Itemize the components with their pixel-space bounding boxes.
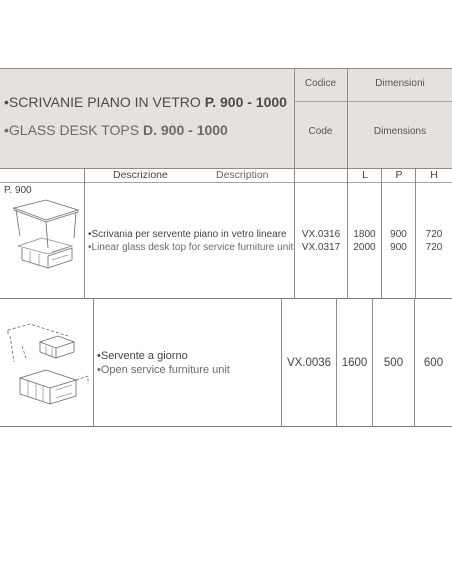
codice-label: Codice <box>304 78 337 89</box>
divider <box>0 68 452 69</box>
divider <box>0 298 452 299</box>
p-value: 900 <box>390 229 407 240</box>
divider <box>0 182 452 183</box>
p-value: 900 <box>390 242 407 253</box>
column-descrizione: Descrizione <box>113 169 168 181</box>
divider <box>84 168 85 298</box>
desc-open-unit: •Open service furniture unit <box>97 364 230 376</box>
title-italian: •SCRIVANIE PIANO IN VETRO P. 900 - 1000 <box>4 94 287 110</box>
column-p: P <box>395 169 403 181</box>
divider <box>0 426 452 427</box>
desc-servente: •Servente a giorno <box>97 350 188 362</box>
code-label: Code <box>308 126 333 137</box>
desc-row1: •Scrivania per servente piano in vetro lineare <box>88 229 287 240</box>
column-description: Description <box>216 169 269 181</box>
l-value: 2000 <box>353 242 376 253</box>
desc-row2: •Linear glass desk top for service furniture unit <box>88 242 294 253</box>
divider <box>294 101 452 102</box>
code-vx0316: VX.0316 <box>301 229 341 240</box>
h-value: 600 <box>423 357 444 369</box>
section-label-p900: P. 900 <box>4 185 32 196</box>
h-value: 720 <box>425 229 443 240</box>
divider <box>93 298 94 426</box>
column-h: H <box>430 169 438 181</box>
dimensioni-label: Dimensioni <box>375 78 425 89</box>
h-value: 720 <box>425 242 443 253</box>
code-vx0317: VX.0317 <box>301 242 341 253</box>
l-value: 1800 <box>353 229 376 240</box>
title-english: •GLASS DESK TOPS D. 900 - 1000 <box>4 122 228 138</box>
code-vx0036: VX.0036 <box>286 357 332 369</box>
p-value: 500 <box>383 357 404 369</box>
column-l: L <box>362 169 368 181</box>
glass-desk-illustration <box>12 196 84 272</box>
dimensions-label: Dimensions <box>373 126 427 137</box>
service-unit-illustration <box>2 318 92 410</box>
l-value: 1600 <box>341 357 368 369</box>
